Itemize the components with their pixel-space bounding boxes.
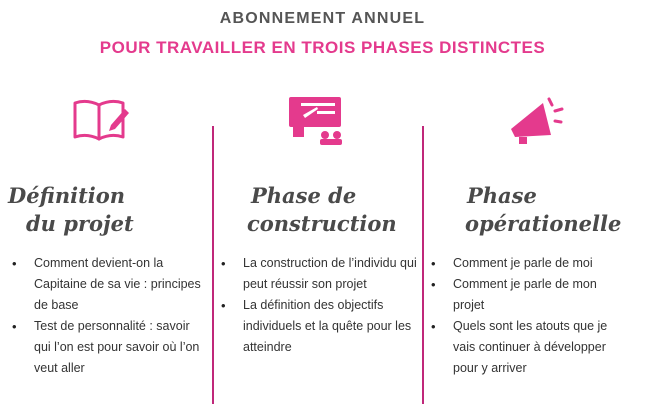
bullet-list bbox=[217, 253, 417, 358]
open-book-pen-icon bbox=[71, 95, 131, 145]
column-divider-2 bbox=[422, 126, 424, 404]
title-line: Phase bbox=[467, 183, 537, 208]
list-item: • Comment je parle de mon projet bbox=[427, 274, 627, 316]
list-item: • La définition des objectifs individuels et la quête pour les atteindre bbox=[217, 295, 417, 358]
header-line-1: ABONNEMENT ANNUEL bbox=[219, 10, 426, 27]
title-definition bbox=[8, 182, 208, 238]
presentation-board-icon bbox=[287, 95, 347, 145]
title-line: Définition bbox=[8, 183, 126, 208]
megaphone-icon bbox=[505, 95, 565, 145]
list-item: • Comment je parle de moi bbox=[427, 253, 627, 274]
title-line: opérationelle bbox=[465, 211, 622, 236]
list-item: • Quels sont les atouts que je vais continuer à développer pour y arriver bbox=[427, 316, 627, 379]
title-construction bbox=[217, 182, 417, 238]
title-line: du projet bbox=[26, 211, 134, 236]
bullet-list bbox=[427, 253, 627, 379]
list-item: • Comment devient-on la Capitaine de sa vie : principes de base bbox=[8, 253, 208, 316]
bullet-list bbox=[8, 253, 208, 379]
title-line: Phase de bbox=[251, 183, 357, 208]
title-line: construction bbox=[247, 211, 397, 236]
header-line-2: POUR TRAVAILLER EN TROIS PHASES DISTINCTES bbox=[99, 38, 546, 57]
list-item: • Test de personnalité : savoir qui l’on est pour savoir où l’on veut aller bbox=[8, 316, 208, 379]
column-divider-1 bbox=[212, 126, 214, 404]
list-item: • La construction de l’individu qui peut réussir son projet bbox=[217, 253, 417, 295]
title-operationelle bbox=[427, 182, 627, 238]
